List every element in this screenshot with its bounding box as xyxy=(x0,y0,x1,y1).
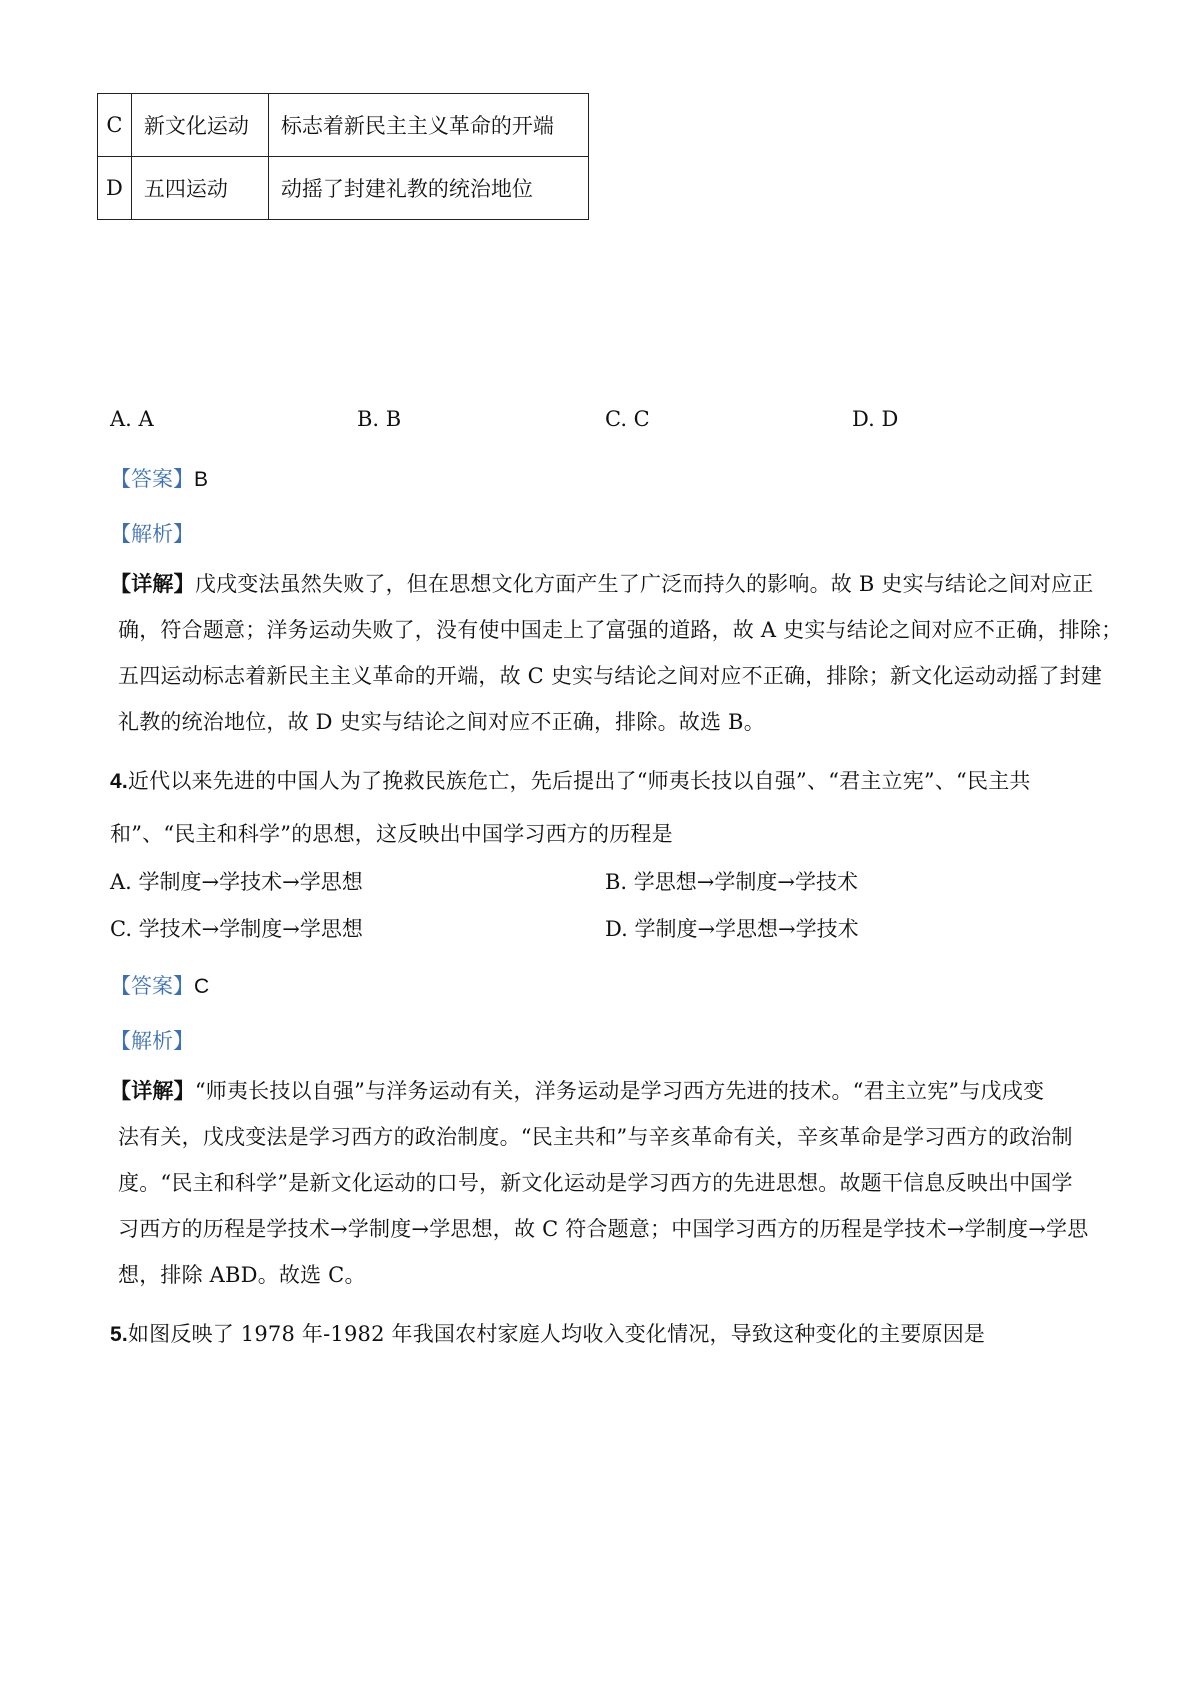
q4-detail-line-3: 度。“民主和科学”是新文化运动的口号，新文化运动是学习西方的先进思想。故题干信息反映出中国学 xyxy=(118,1171,1073,1195)
q4-detail-line-5: 想，排除 ABD。故选 C。 xyxy=(118,1263,366,1287)
row-conclusion: 标志着新民主主义革命的开端 xyxy=(268,94,588,157)
q4-option-b: B. 学思想→学制度→学技术 xyxy=(605,870,858,894)
q5-stem: 5.如图反映了 1978 年-1982 年我国农村家庭人均收入变化情况，导致这种变化的主要原因是 xyxy=(110,1322,986,1346)
q3-options-table xyxy=(97,93,589,220)
row-event: 五四运动 xyxy=(131,157,268,220)
q3-answer xyxy=(110,463,208,493)
q4-option-a: A. 学制度→学技术→学思想 xyxy=(110,870,363,894)
answer-value: B xyxy=(194,468,209,491)
detail-label: 【详解】 xyxy=(110,1078,195,1103)
q4-detail-line-2: 法有关，戊戌变法是学习西方的政治制度。“民主共和”与辛亥革命有关，辛亥革命是学习西方的政治制 xyxy=(118,1125,1073,1149)
q4-answer xyxy=(110,970,209,1000)
q3-detail-line-1: 【详解】戊戌变法虽然失败了，但在思想文化方面产生了广泛而持久的影响。故 B 史实与结论之间对应正 xyxy=(110,571,1094,596)
table-row xyxy=(98,94,589,157)
question-number: 5. xyxy=(110,1323,128,1346)
row-event: 新文化运动 xyxy=(131,94,268,157)
q4-analysis-label: 【解析】 xyxy=(110,1029,194,1053)
q3-detail-line-3: 五四运动标志着新民主主义革命的开端，故 C 史实与结论之间对应不正确，排除；新文化运动动摇了封建 xyxy=(118,664,1103,688)
q3-analysis-label: 【解析】 xyxy=(110,522,194,546)
answer-value: C xyxy=(194,975,210,998)
question-number: 4. xyxy=(110,770,128,793)
q3-option-c: C. C xyxy=(605,407,650,431)
row-letter: C xyxy=(98,94,132,157)
q3-option-b: B. B xyxy=(357,407,402,431)
row-letter: D xyxy=(98,157,132,220)
q4-stem-line-2: 和”、“民主和科学”的思想，这反映出中国学习西方的历程是 xyxy=(110,822,673,846)
row-conclusion: 动摇了封建礼教的统治地位 xyxy=(268,157,588,220)
detail-label: 【详解】 xyxy=(110,571,195,596)
q4-stem-line-1: 4.近代以来先进的中国人为了挽救民族危亡，先后提出了“师夷长技以自强”、“君主立宪”、“民主共 xyxy=(110,769,1031,793)
q4-detail-line-1: 【详解】“师夷长技以自强”与洋务运动有关，洋务运动是学习西方先进的技术。“君主立宪”与戊戌变 xyxy=(110,1078,1045,1103)
q3-detail-line-2: 确，符合题意；洋务运动失败了，没有使中国走上了富强的道路，故 A 史实与结论之间对应不正确，排除； xyxy=(118,618,1123,642)
q3-detail-line-4: 礼教的统治地位，故 D 史实与结论之间对应不正确，排除。故选 B。 xyxy=(118,710,765,734)
q4-option-d: D. 学制度→学思想→学技术 xyxy=(605,917,859,941)
q4-detail-line-4: 习西方的历程是学技术→学制度→学思想，故 C 符合题意；中国学习西方的历程是学技术→学制度→学思 xyxy=(118,1217,1089,1241)
q3-option-d: D. D xyxy=(852,407,899,431)
table-row xyxy=(98,157,589,220)
answer-label: 【答案】 xyxy=(110,467,194,491)
q4-option-c: C. 学技术→学制度→学思想 xyxy=(110,917,363,941)
q3-option-a: A. A xyxy=(110,407,154,431)
answer-label: 【答案】 xyxy=(110,974,194,998)
